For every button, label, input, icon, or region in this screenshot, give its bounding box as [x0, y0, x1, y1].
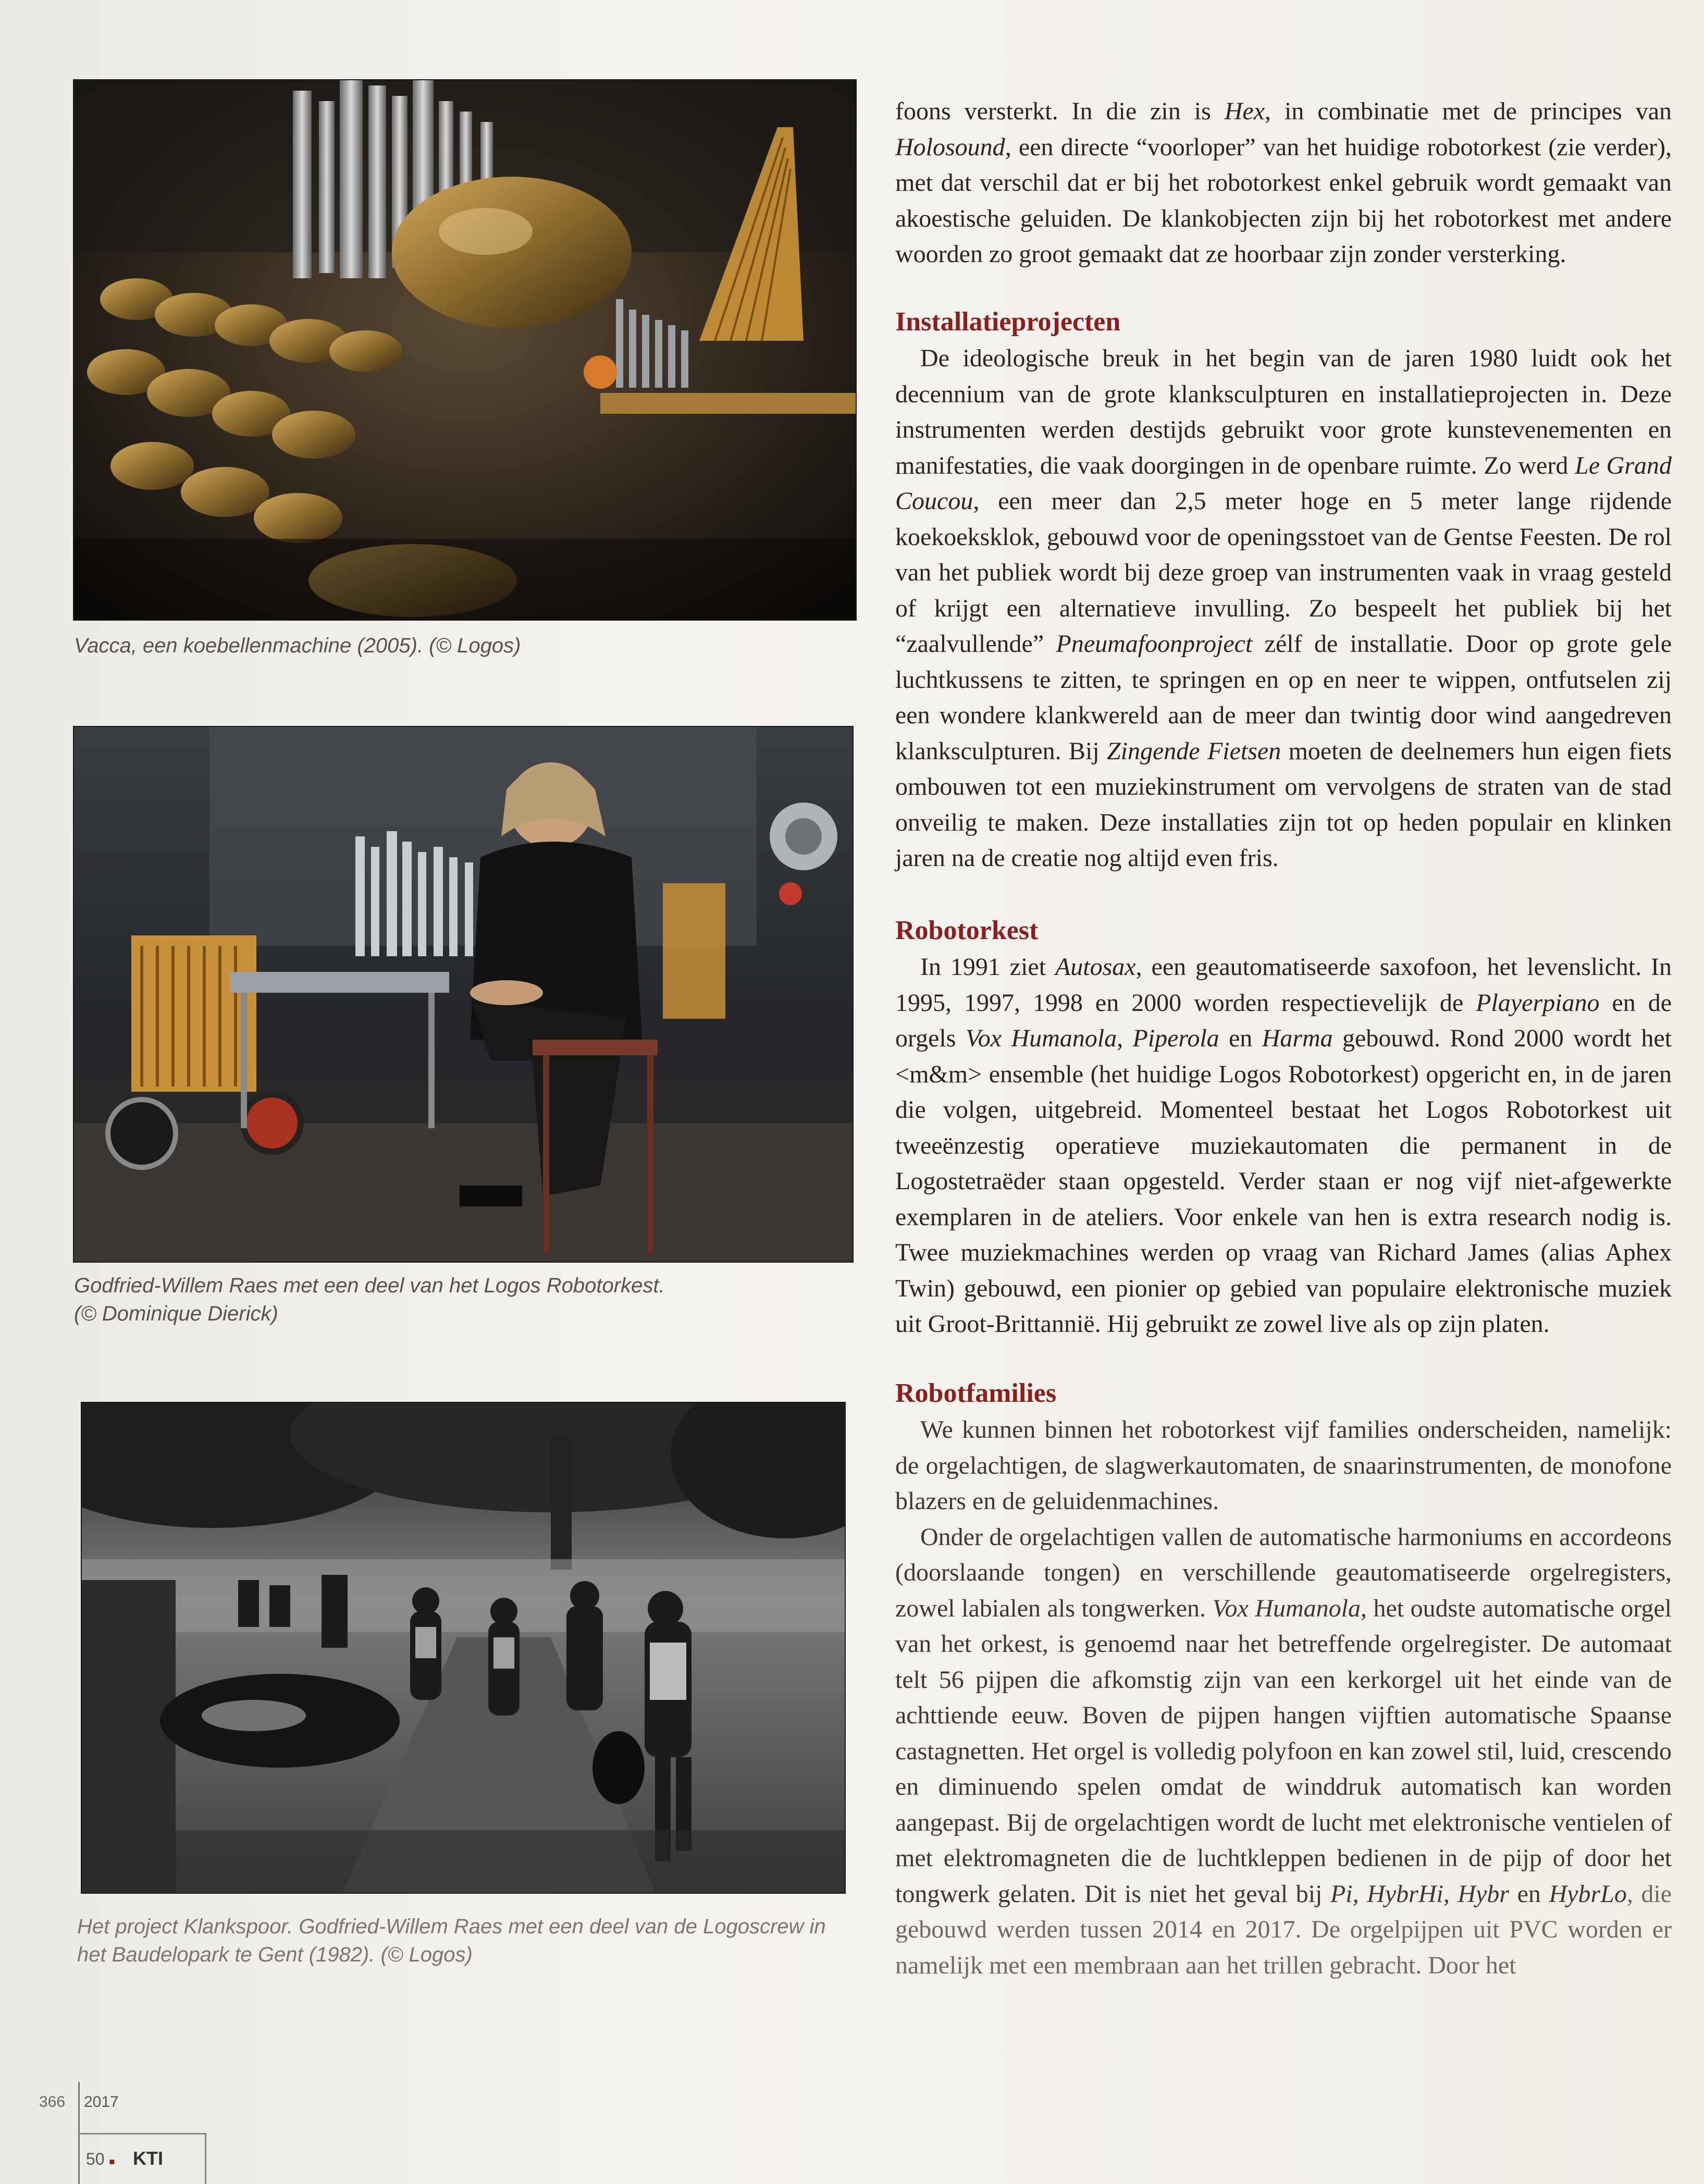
s2-vox-piperola: Vox Humanola, Piperola [965, 1025, 1219, 1052]
page-folio [39, 2082, 206, 2184]
heading-installatieprojecten: Installatieprojecten [895, 307, 1121, 337]
photo-caption-klankspoor-line1: Het project Klankspoor. Godfried-Willem Raes met een deel van de Logoscrew in [77, 1915, 826, 1938]
folio-divider-vertical-2 [205, 2133, 206, 2184]
s2-autosax: Autosax [1055, 953, 1136, 981]
section-robotorkest [895, 949, 1672, 1342]
s1-text-4: moeten de deelnemers hun eigen fiets ombouwen tot een muziekinstrument om vervolgens de straten van de stad onveilig te maken. Deze installaties zijn tot op heden populair en klinken jaren na de creatie nog altijd even fris. [895, 737, 1672, 872]
s2-harma: Harma [1262, 1025, 1333, 1052]
s2-text-5: gebouwd. Rond 2000 wordt het <m&m> ensemble (het huidige Logos Robotorkest) opgericht en, in de jaren die volgen, uitgebreid. Momenteel bestaat het Logos Robotorkest uit tweeënzestig operatieve muziekautomaten die permanent in de Logostetraëder staan opgesteld. Verder staan er nog vijf niet-afgewerkte exemplaren in de ateliers. Voor enkele van hen is extra research nodig is. Twee muziekmachines werden op vraag van Richard James (alias Aphex Twin) gebouwd, een pionier op gebied van populaire elektronische muziek uit Groot-Brittannië. Hij gebruikt ze zowel live als op zijn platen. [895, 1025, 1672, 1338]
s2-playerpiano: Playerpiano [1476, 989, 1600, 1017]
intro-block [895, 94, 1672, 273]
s1-zingende-fietsen: Zingende Fietsen [1106, 737, 1281, 765]
robotfamilies-paragraph-2 [895, 1520, 1672, 1984]
heading-robotfamilies: Robotfamilies [895, 1378, 1057, 1408]
intro-holosound: Holosound [895, 133, 1005, 161]
s3-vox-humanola: Vox Humanola [1212, 1594, 1361, 1622]
s2-text-2: , een geautomatiseerde saxofoon, het levenslicht. In 1995, 1997, 1998 en 2000 worden respectievelijk de [895, 953, 1672, 1017]
photo-caption-vacca: Vacca, een koebellenmachine (2005). (© Logos) [74, 634, 521, 657]
s1-le-grand-coucou: Le Grand Coucou [895, 451, 1672, 515]
section-robotfamilies [895, 1412, 1672, 1983]
s3-text-2: , het oudste automatische orgel van het orkest, is genoemd naar het betreffende orgelregister. De automaat telt 56 pijpen die afkomstig zijn van een kerkorgel uit het einde van de achttiende eeuw. Boven de pijpen hangen vijftien automatische Spaanse castagnetten. Het orgel is volledig polyfoon en kan zowel stil, luid, crescendo en diminuendo spelen omdat de winddruk automatisch kan worden aangepast. Bij de orgelachtigen wordt de lucht met elektronische ventielen of met elektromagneten die de luchtkleppen bedienen in de pijp of door het tongwerk gelaten. Dit is niet het geval bij [895, 1594, 1672, 1908]
folio-left-number: 366 [39, 2093, 66, 2111]
heading-robotorkest: Robotorkest [895, 916, 1039, 945]
intro-text-1: foons versterkt. In die zin is [895, 97, 1225, 125]
photo-caption-raes [74, 1272, 845, 1328]
s3-text-4: , die gebouwd werden tussen 2014 en 2017. De orgelpijpen uit PVC worden er namelijk met een membraan aan het trillen gebracht. Door het [895, 1880, 1672, 1979]
folio-page-number [86, 2150, 115, 2169]
photo-klankspoor [81, 1402, 846, 1894]
intro-paragraph [895, 94, 1672, 273]
s3-pi-hybrhi-hybr: Pi, HybrHi, Hybr [1330, 1880, 1510, 1908]
intro-text-3: , een directe “voorloper” van het huidige robotorkest (zie verder), met dat verschil dat er bij het robotorkest enkel gebruik wordt gemaakt van akoestische geluiden. De klankobjecten zijn bij het robotorkest met andere woorden zo groot gemaakt dat ze hoorbaar zijn zonder versterking. [895, 133, 1672, 268]
robotorkest-paragraph [895, 949, 1672, 1342]
s1-text-3: zélf de installatie. Door op grote gele luchtkussens te zitten, te springen en op en neer te wippen, ontfutselen zij een wondere klankwereld aan de meer dan twintig door wind aangedreven klanksculpturen. Bij [895, 630, 1672, 765]
s3-text-1: Onder de orgelachtigen vallen de automatische harmoniums en accordeons (doorslaande tongen) en verschillende geautomatiseerde orgelregisters, zowel labialen als tongwerken. [895, 1523, 1672, 1622]
folio-page: 50 [86, 2150, 105, 2168]
kti-logo: KTI [133, 2148, 163, 2169]
intro-hex: Hex [1224, 97, 1265, 125]
s2-text-3: en de orgels [895, 989, 1672, 1052]
robotfamilies-paragraph-1: We kunnen binnen het robotorkest vijf families onderscheiden, namelijk: de orgelachtigen, de slagwerkautomaten, de snaarinstrumenten, de monofone blazers en de geluidenmachines. [895, 1416, 1672, 1515]
photo-caption-raes-line1: Godfried-Willem Raes met een deel van het Logos Robotorkest. [74, 1274, 665, 1297]
section-installatieprojecten [895, 341, 1672, 877]
photo-caption-raes-line2: (© Dominique Dierick) [74, 1302, 278, 1325]
folio-year: 2017 [84, 2093, 119, 2111]
installatieprojecten-paragraph [895, 341, 1672, 877]
photo-raes-robotorkest [73, 726, 854, 1263]
s3-text-3: en [1509, 1880, 1549, 1908]
folio-divider-horizontal [78, 2133, 206, 2134]
s2-text-1: In 1991 ziet [920, 953, 1055, 981]
s3-hybrlo: HybrLo [1549, 1880, 1627, 1908]
photo-caption-klankspoor [77, 1912, 848, 1969]
folio-separator-icon: ■ [109, 2156, 115, 2167]
intro-text-2: , in combinatie met de principes van [1265, 97, 1672, 125]
photo-vacca-cowbell-machine [73, 79, 857, 621]
s1-text-1: De ideologische breuk in het begin van de jaren 1980 luidt ook het decennium van de grote klanksculpturen en installatieprojecten in. Deze instrumenten werden destijds gebruikt voor grote kunstevenementen en manifestaties, die vaak doorgingen in de openbare ruimte. Zo werd [895, 344, 1672, 479]
s2-text-4: en [1219, 1025, 1262, 1052]
s1-pneumafoonproject: Pneumafoonproject [1056, 630, 1253, 658]
s1-text-2: , een meer dan 2,5 meter hoge en 5 meter lange rijdende koekoeksklok, gebouwd voor de openingsstoet van de Gentse Feesten. De rol van het publiek wordt bij deze groep van instrumenten vaak in vraag gesteld of krijgt een alternatieve invulling. Zo bespeelt het publiek bij het “zaalvullende” [895, 487, 1672, 658]
photo-caption-klankspoor-line2: het Baudelopark te Gent (1982). (© Logos) [77, 1943, 473, 1966]
